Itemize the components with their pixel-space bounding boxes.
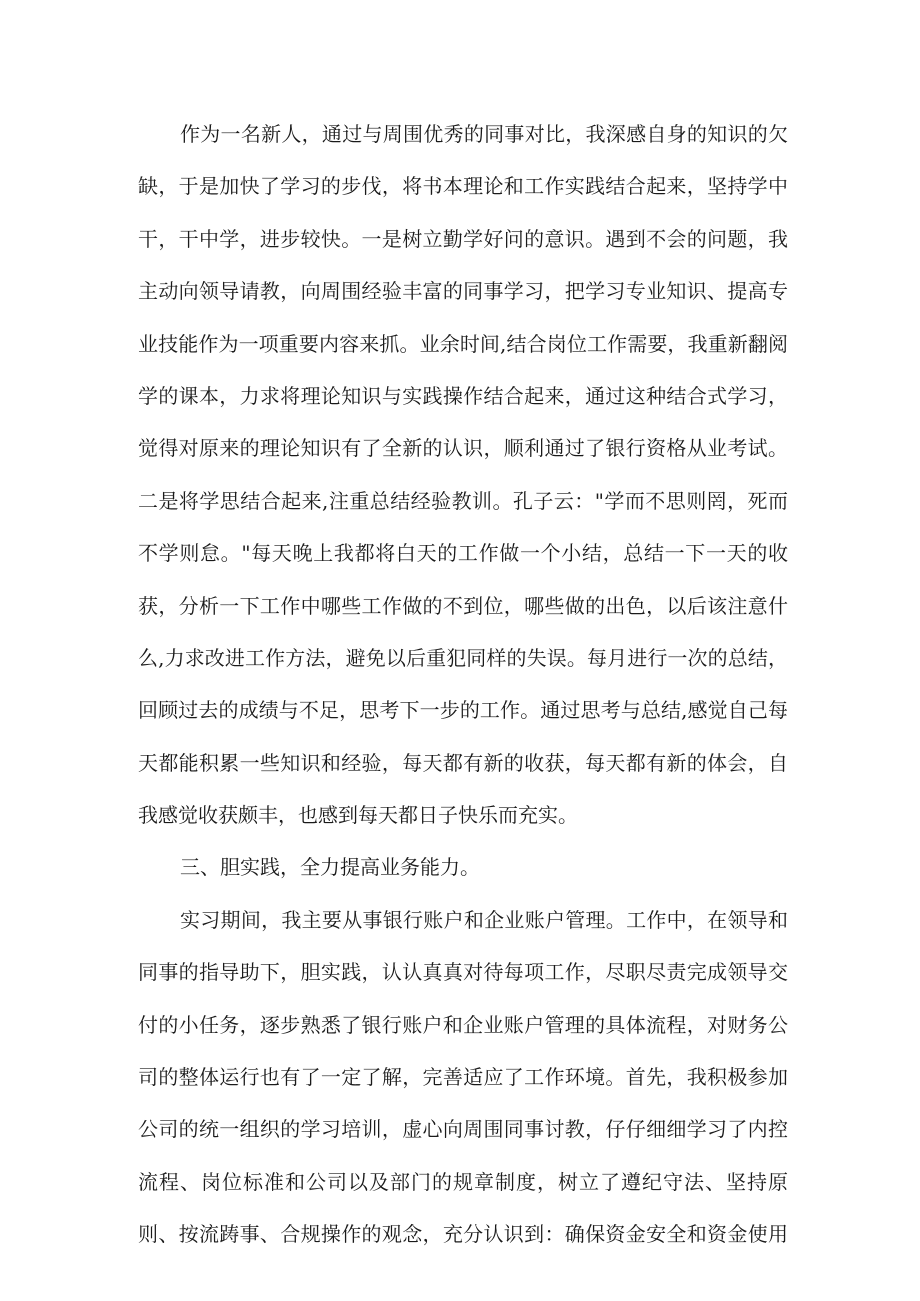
text-line: 公司的统一组织的学习培训，虚心向周围同事讨教，仔仔细细学习了内控 (138, 1117, 788, 1142)
text-line: 觉得对原来的理论知识有了全新的认识，顺利通过了银行资格从业考试。 (138, 436, 788, 461)
text-line: 么,力求改进工作方法，避免以后重犯同样的失误。每月进行一次的总结， (138, 645, 788, 670)
text-line: 作为一名新人，通过与周围优秀的同事对比，我深感自身的知识的欠 (180, 122, 788, 146)
text-line: 干，干中学，进步较快。一是树立勤学好问的意识。遇到不会的问题，我 (138, 226, 788, 251)
text-line: 天都能积累一些知识和经验，每天都有新的收获，每天都有新的体会，自 (138, 750, 788, 775)
text-line: 同事的指导助下，胆实践，认认真真对待每项工作，尽职尽责完成领导交 (138, 960, 788, 985)
text-line: 我感觉收获颇丰，也感到每天都日子快乐而充实。 (138, 803, 578, 828)
text-line: 流程、岗位标准和公司以及部门的规章制度，树立了遵纪守法、坚持原 (138, 1169, 788, 1194)
section-heading: 三、胆实践，全力提高业务能力。 (180, 855, 480, 880)
text-line: 二是将学思结合起来,注重总结经验教训。孔子云："学而不思则罔，死而 (138, 488, 788, 513)
text-line: 业技能作为一项重要内容来抓。业余时间,结合岗位工作需要，我重新翻阅 (138, 331, 788, 356)
text-line: 学的课本，力求将理论知识与实践操作结合起来，通过这种结合式学习， (138, 383, 788, 408)
text-line: 付的小任务，逐步熟悉了银行账户和企业账户管理的具体流程，对财务公 (138, 1012, 788, 1037)
text-line: 缺，于是加快了学习的步伐，将书本理论和工作实践结合起来，坚持学中 (138, 174, 788, 199)
document-body (138, 108, 788, 1261)
text-line: 主动向领导请教，向周围经验丰富的同事学习，把学习专业知识、提高专 (138, 279, 788, 304)
text-line: 回顾过去的成绩与不足，思考下一步的工作。通过思考与总结,感觉自己每 (138, 698, 788, 723)
text-line: 获，分析一下工作中哪些工作做的不到位，哪些做的出色，以后该注意什 (138, 593, 788, 618)
text-line: 不学则怠。"每天晚上我都将白天的工作做一个小结，总结一下一天的收 (138, 541, 788, 566)
text-line: 司的整体运行也有了一定了解，完善适应了工作环境。首先，我积极参加 (138, 1065, 788, 1090)
text-line: 则、按流踌事、合规操作的观念，充分认识到：确保资金安全和资金使用 (138, 1222, 788, 1247)
text-line: 实习期间，我主要从事银行账户和企业账户管理。工作中，在领导和 (180, 907, 788, 932)
